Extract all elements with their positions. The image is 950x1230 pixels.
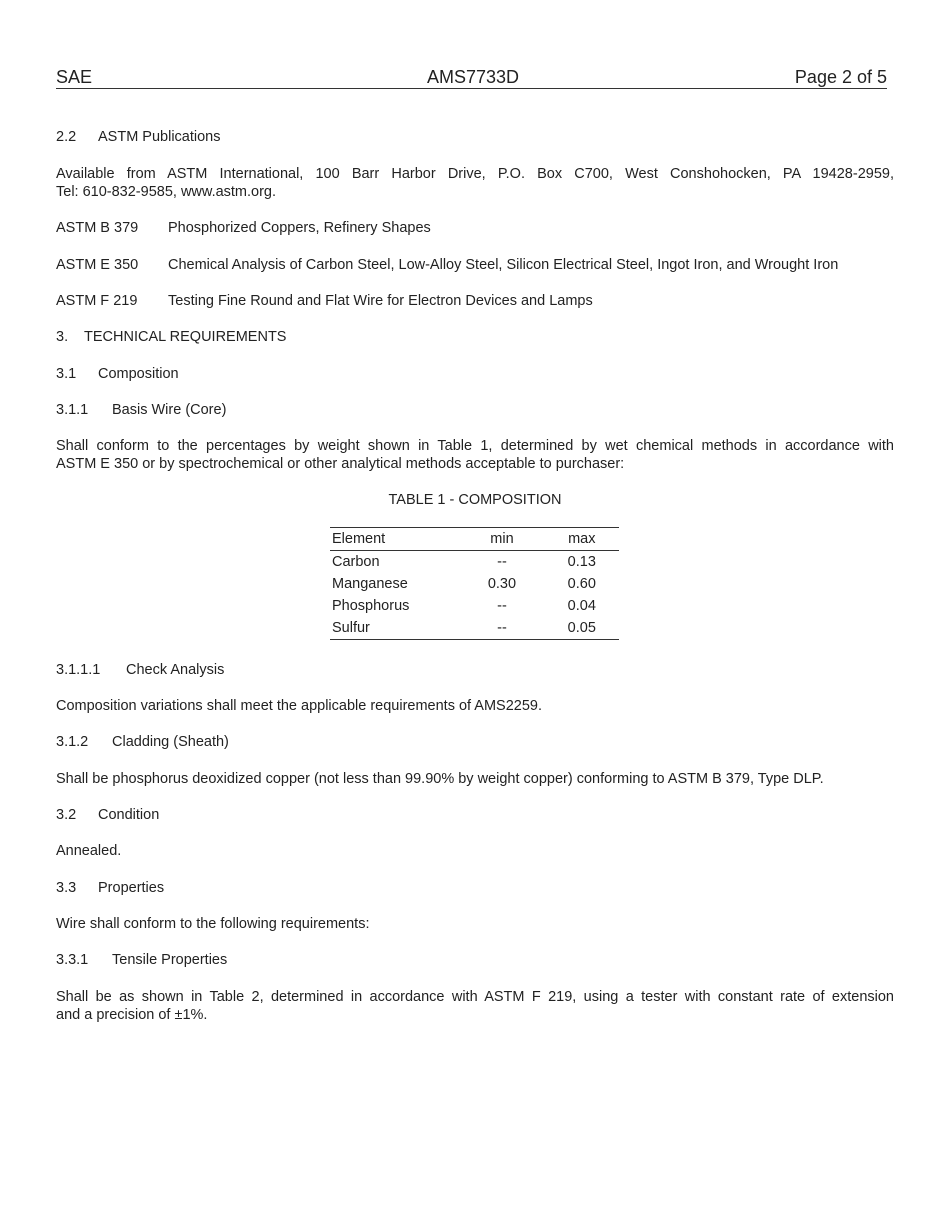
element-cell: Manganese [332, 576, 408, 592]
section-3-2-heading [56, 806, 894, 824]
section-number: 3.2 [56, 807, 77, 823]
column-header-element: Element [332, 531, 386, 547]
min-cell: -- [497, 554, 507, 570]
section-number: 3.3 [56, 880, 77, 896]
paragraph-line: Available from ASTM International, 100 Barr Harbor Drive, P.O. Box C700, West Conshohocken, PA 19428-2959, [56, 166, 894, 182]
max-cell: 0.13 [567, 554, 596, 570]
section-3-1-heading [56, 365, 894, 383]
section-number: 3. [56, 329, 69, 345]
table-row [330, 573, 619, 595]
section-number: 3.1.1.1 [56, 662, 101, 678]
max-cell: 0.04 [567, 598, 596, 614]
reference-title: Chemical Analysis of Carbon Steel, Low-Alloy Steel, Silicon Electrical Steel, Ingot Iron, and Wrought Iron [168, 257, 839, 273]
table-1-caption: TABLE 1 - COMPOSITION [388, 492, 562, 508]
section-3-heading [56, 328, 894, 346]
section-3-1-1-heading [56, 401, 894, 419]
paragraph-line: and a precision of ±1%. [56, 1007, 208, 1023]
section-3-3-paragraph: Wire shall conform to the following requirements: [56, 916, 370, 932]
section-3-3-heading [56, 879, 894, 897]
reference-astm-b-379 [56, 219, 894, 237]
reference-code: ASTM F 219 [56, 293, 138, 309]
section-title: Check Analysis [126, 662, 225, 678]
section-title: Composition [98, 366, 179, 382]
paragraph-line: Shall conform to the percentages by weight shown in Table 1, determined by wet chemical methods in accordance with [56, 438, 894, 454]
paragraph-line: Tel: 610-832-9585, www.astm.org. [56, 184, 277, 200]
section-2-2-heading [56, 128, 894, 146]
column-header-min: min [490, 531, 514, 547]
section-3-1-1-paragraph [56, 437, 894, 473]
min-cell: 0.30 [487, 576, 517, 592]
section-number: 3.3.1 [56, 952, 89, 968]
paragraph-line: Shall be as shown in Table 2, determined in accordance with ASTM F 219, using a tester with constant rate of extension [56, 989, 894, 1005]
section-title: Properties [98, 880, 165, 896]
max-cell: 0.05 [567, 620, 596, 636]
min-cell: -- [497, 598, 507, 614]
section-title: Tensile Properties [112, 952, 228, 968]
header-page-number: Page 2 of 5 [794, 67, 887, 87]
section-3-3-1-heading [56, 951, 894, 969]
section-3-2-paragraph: Annealed. [56, 843, 122, 859]
table-row [330, 551, 619, 574]
reference-code: ASTM E 350 [56, 257, 139, 273]
reference-code: ASTM B 379 [56, 220, 139, 236]
header-org: SAE [56, 67, 93, 87]
reference-astm-e-350 [56, 256, 894, 274]
astm-availability-paragraph [56, 165, 894, 201]
element-cell: Sulfur [332, 620, 370, 636]
page-header [56, 67, 887, 89]
section-3-1-2-paragraph: Shall be phosphorus deoxidized copper (not less than 99.90% by weight copper) conforming to ASTM B 379, Type DLP. [56, 771, 824, 787]
max-cell: 0.60 [567, 576, 596, 592]
section-3-1-1-1-paragraph: Composition variations shall meet the applicable requirements of AMS2259. [56, 698, 543, 714]
table-header-row [330, 528, 619, 551]
section-title: Condition [98, 807, 160, 823]
section-3-3-1-paragraph [56, 988, 894, 1024]
element-cell: Phosphorus [332, 598, 410, 614]
min-cell: -- [497, 620, 507, 636]
section-number: 3.1.2 [56, 734, 89, 750]
section-title: ASTM Publications [98, 129, 221, 145]
section-title: Basis Wire (Core) [112, 402, 227, 418]
element-cell: Carbon [332, 554, 380, 570]
paragraph-line: ASTM E 350 or by spectrochemical or other analytical methods acceptable to purchaser: [56, 456, 625, 472]
reference-title: Testing Fine Round and Flat Wire for Electron Devices and Lamps [168, 293, 593, 309]
table-row [330, 617, 619, 640]
section-3-1-2-heading [56, 733, 894, 751]
section-3-1-1-1-heading [56, 661, 894, 679]
section-number: 2.2 [56, 129, 77, 145]
table-row [330, 595, 619, 617]
composition-table [330, 527, 619, 640]
header-doc-number: AMS7733D [427, 67, 520, 87]
column-header-max: max [568, 531, 596, 547]
section-title: TECHNICAL REQUIREMENTS [84, 329, 287, 345]
reference-title: Phosphorized Coppers, Refinery Shapes [168, 220, 431, 236]
section-title: Cladding (Sheath) [112, 734, 229, 750]
reference-astm-f-219 [56, 292, 894, 310]
section-number: 3.1 [56, 366, 77, 382]
section-number: 3.1.1 [56, 402, 89, 418]
